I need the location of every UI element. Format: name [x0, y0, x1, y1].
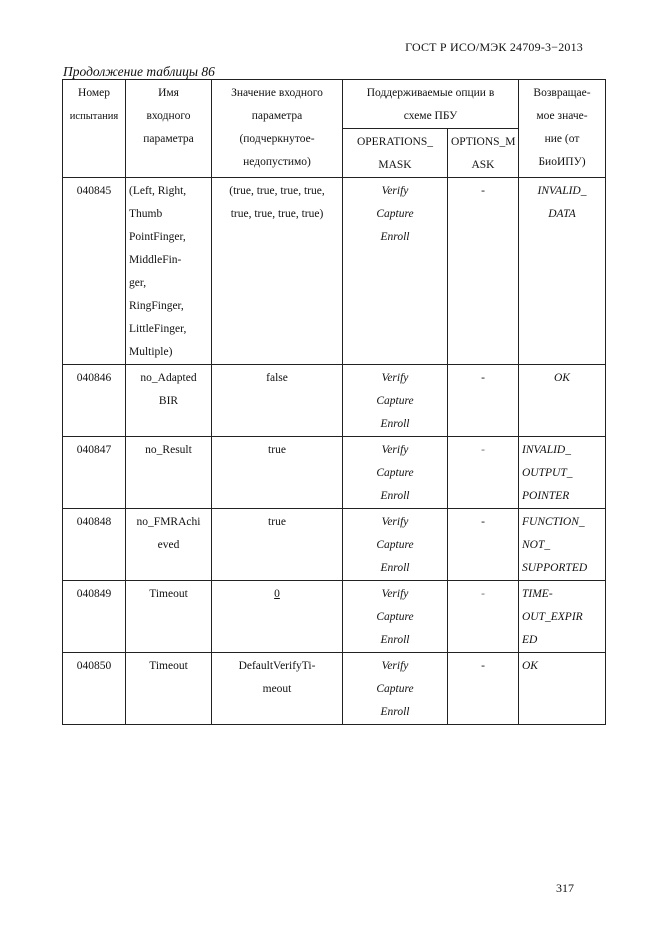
cell-line: Capture — [376, 395, 414, 407]
cell-return-value — [519, 653, 606, 725]
cell-options-mask: - — [448, 178, 519, 365]
cell-line: Enroll — [380, 418, 410, 430]
table-header-row-1 — [63, 80, 606, 129]
cell-line: Verify — [381, 516, 409, 528]
cell-line: TIME- — [522, 588, 553, 600]
cell-param-value — [212, 365, 343, 437]
header-line: схеме ПБУ — [403, 110, 458, 122]
cell-line: no_Adapted — [140, 372, 197, 384]
cell-line: INVALID_ — [537, 185, 587, 197]
cell-line: OUTPUT_ — [522, 467, 573, 479]
cell-param-name — [126, 365, 212, 437]
header-line: параметра — [251, 110, 303, 122]
col-header-param-name — [126, 80, 212, 178]
cell-param-value — [212, 581, 343, 653]
cell-line: FUNCTION_ — [522, 516, 585, 528]
cell-line: no_FMRAchi — [136, 516, 201, 528]
col-header-options-mask — [448, 129, 519, 178]
cell-line: Verify — [381, 372, 409, 384]
header-line: Значение входного — [231, 87, 323, 99]
cell-test-number: 040850 — [63, 653, 126, 725]
col-header-test-number — [63, 80, 126, 178]
cell-line: LittleFinger, — [129, 323, 187, 335]
header-line: MASK — [378, 159, 412, 171]
cell-line: Enroll — [380, 706, 410, 718]
cell-line: Timeout — [149, 660, 188, 672]
cell-line: MiddleFin- — [129, 254, 182, 266]
cell-param-value — [212, 178, 343, 365]
cell-line: true — [268, 444, 286, 456]
col-header-return-value — [519, 80, 606, 178]
header-line: испытания — [69, 111, 119, 122]
cell-return-value — [519, 581, 606, 653]
cell-return-value — [519, 178, 606, 365]
cell-line: Capture — [376, 467, 414, 479]
cell-options-mask: - — [448, 437, 519, 509]
cell-line: OK — [554, 372, 570, 384]
cell-operations-mask — [343, 365, 448, 437]
cell-line: Multiple) — [129, 346, 173, 358]
cell-param-value — [212, 653, 343, 725]
cell-line: Enroll — [380, 562, 410, 574]
table-row — [63, 653, 606, 725]
cell-line: Verify — [381, 588, 409, 600]
header-line: Имя — [158, 87, 179, 99]
cell-line: eved — [157, 539, 180, 551]
cell-line: INVALID_ — [522, 444, 571, 456]
cell-param-name — [126, 581, 212, 653]
cell-line: Verify — [381, 185, 409, 197]
cell-line: Verify — [381, 660, 409, 672]
header-line: ние (от — [544, 133, 580, 145]
cell-test-number: 040847 — [63, 437, 126, 509]
cell-line: (Left, Right, — [129, 185, 187, 197]
cell-param-name — [126, 653, 212, 725]
header-line: (подчеркнутое- — [239, 133, 315, 145]
cell-line: true, true, true, true) — [230, 208, 324, 220]
cell-line: Capture — [376, 539, 414, 551]
cell-test-number: 040849 — [63, 581, 126, 653]
cell-options-mask: - — [448, 365, 519, 437]
cell-operations-mask — [343, 653, 448, 725]
cell-line: Enroll — [380, 231, 410, 243]
header-line: входного — [146, 110, 191, 122]
col-header-param-value — [212, 80, 343, 178]
header-line: OPTIONS_M — [451, 136, 516, 148]
cell-line: DATA — [548, 208, 576, 220]
cell-options-mask: - — [448, 509, 519, 581]
cell-line: PointFinger, — [129, 231, 186, 243]
cell-options-mask: - — [448, 581, 519, 653]
cell-line: Capture — [376, 611, 414, 623]
header-line: ASK — [471, 159, 495, 171]
cell-test-number: 040845 — [63, 178, 126, 365]
cell-line: Capture — [376, 683, 414, 695]
parameters-table — [62, 79, 606, 725]
table-row — [63, 509, 606, 581]
cell-line: DefaultVerifyTi- — [238, 660, 316, 672]
cell-line: meout — [262, 683, 292, 695]
document-header: ГОСТ Р ИСО/МЭК 24709-3−2013 — [405, 40, 583, 54]
header-line: OPERATIONS_ — [356, 136, 434, 148]
cell-test-number: 040848 — [63, 509, 126, 581]
cell-return-value — [519, 437, 606, 509]
cell-return-value — [519, 365, 606, 437]
cell-line: Thumb — [129, 208, 163, 220]
header-line: Поддерживаемые опции в — [366, 87, 495, 99]
cell-line: OUT_EXPIR — [522, 611, 583, 623]
cell-line: BIR — [158, 395, 179, 407]
cell-line: 0 — [274, 588, 280, 600]
cell-line: Enroll — [380, 634, 410, 646]
cell-return-value — [519, 509, 606, 581]
table-caption: Продолжение таблицы 86 — [63, 64, 215, 79]
cell-line: ger, — [129, 277, 147, 289]
cell-line: (true, true, true, true, — [229, 185, 325, 197]
cell-operations-mask — [343, 581, 448, 653]
header-line: Номер — [78, 87, 110, 99]
header-line: БиоИПУ) — [538, 156, 586, 168]
page-number: 317 — [556, 881, 574, 895]
col-header-operations-mask — [343, 129, 448, 178]
cell-operations-mask — [343, 509, 448, 581]
cell-operations-mask — [343, 437, 448, 509]
cell-line: NOT_ — [522, 539, 551, 551]
header-line: мое значе- — [536, 110, 588, 122]
cell-param-name — [126, 178, 212, 365]
cell-param-name — [126, 437, 212, 509]
cell-test-number: 040846 — [63, 365, 126, 437]
header-line: Возвращае- — [533, 87, 591, 99]
table-row — [63, 178, 606, 365]
table-row — [63, 365, 606, 437]
cell-line: no_Result — [145, 444, 192, 456]
cell-line: Enroll — [380, 490, 410, 502]
header-line: параметра — [143, 133, 194, 145]
cell-line: SUPPORTED — [522, 562, 588, 574]
header-line: недопустимо) — [243, 156, 311, 168]
cell-line: true — [268, 516, 286, 528]
cell-param-name — [126, 509, 212, 581]
cell-line: Verify — [381, 444, 409, 456]
cell-line: Capture — [376, 208, 414, 220]
cell-param-value — [212, 437, 343, 509]
cell-options-mask: - — [448, 653, 519, 725]
cell-line: false — [266, 372, 288, 384]
cell-line: RingFinger, — [129, 300, 184, 312]
col-header-supported-options — [343, 80, 519, 129]
cell-operations-mask — [343, 178, 448, 365]
table-row — [63, 437, 606, 509]
table-row — [63, 581, 606, 653]
cell-line: POINTER — [522, 490, 570, 502]
cell-line: OK — [522, 660, 538, 672]
cell-line: ED — [522, 634, 538, 646]
cell-line: Timeout — [149, 588, 188, 600]
cell-param-value — [212, 509, 343, 581]
